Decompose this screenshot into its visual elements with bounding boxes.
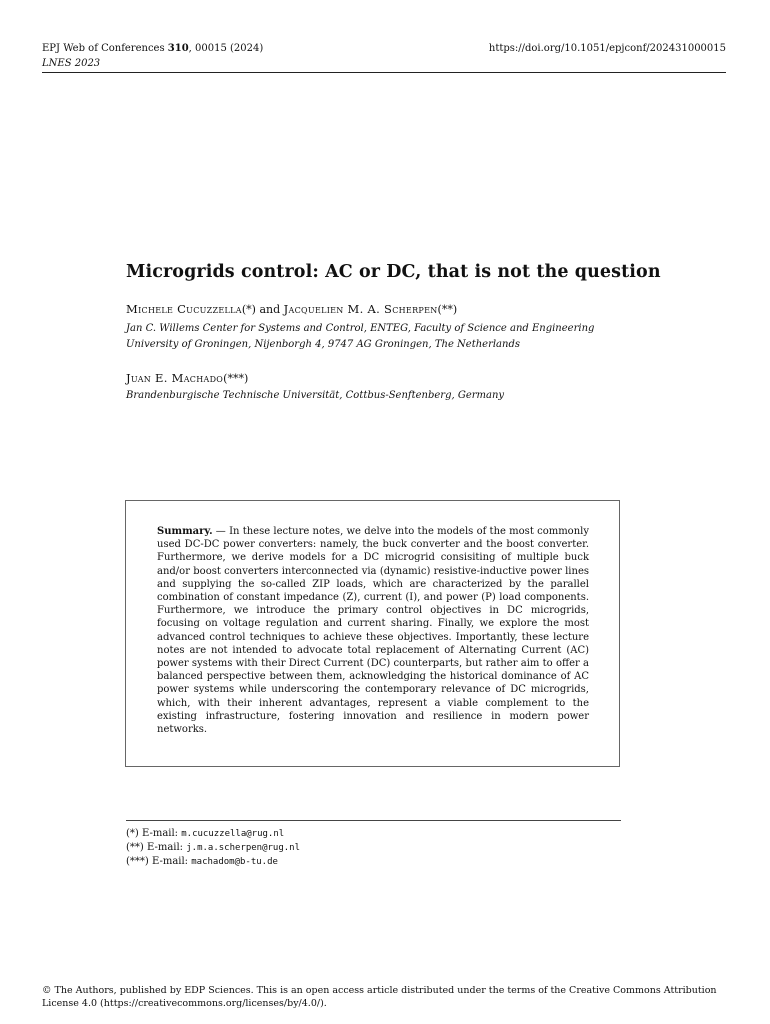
author-name: Michele Cucuzzella [126, 302, 242, 316]
footnote-mark: (***) E-mail: [126, 856, 192, 867]
summary-body: — In these lecture notes, we delve into the models of the most commonly used DC-DC power converters: namely, the buck converter and the boost converter. Furthermore, we derive models for a DC microgrid consisiting of multiple buck and/or boost converters interconnected via (dynamic) resistive-inductive power lines and supplying the so-called ZIP loads, which are characterized by the parallel combination of constant impedance (Z), current (I), and power (P) load components. Furthermore, we introduce the primary control objectives in DC microgrids, focusing on voltage regulation and current sharing. Finally, we explore the most advanced control techniques to achieve these objectives. Importantly, these lecture notes are not intended to advocate total replacement of Alternating Current (AC) power systems with their Direct Current (DC) counterparts, but rather aim to offer a balanced perspective between them, acknowledging the historical dominance of AC power systems while underscoring the contemporary relevance of DC microgrids, which, with their inherent advantages, represent a viable complement to the existing infrastructure, fostering innovation and resilience in modern power networks. [157, 526, 589, 736]
affiliation-line: University of Groningen, Nijenborgh 4, 9747 AG Groningen, The Netherlands [126, 339, 520, 350]
conference-name: EPJ Web of Conferences [42, 43, 165, 54]
summary-label: Summary. [157, 526, 213, 537]
email-link[interactable]: m.cucuzzella@rug.nl [181, 829, 285, 839]
affiliation-1 [126, 321, 594, 353]
author-line-1 [126, 298, 457, 317]
author-line-2 [126, 367, 248, 386]
article-number: , 00015 (2024) [188, 43, 264, 54]
conference-subtitle: LNES 2023 [42, 58, 101, 69]
footnote-mark: (**) E-mail: [126, 842, 187, 853]
summary-text [157, 525, 589, 736]
affiliation-2: Brandenburgische Technische Universität, Cottbus-Senftenberg, Germany [126, 390, 505, 401]
footnote-mark: (*) E-mail: [126, 828, 182, 839]
volume-number: 310 [167, 43, 189, 54]
author-name: Jacquelien M. A. Scherpen [283, 302, 438, 316]
footnote-3 [126, 855, 300, 869]
footnotes [126, 827, 300, 869]
author-connector: and [255, 303, 284, 316]
email-link[interactable]: j.m.a.scherpen@rug.nl [186, 843, 301, 853]
license-notice: © The Authors, published by EDP Sciences. This is an open access article distributed under the terms of the Creative Commons Attribution License 4.0 (https://creativecommons.org/licenses/by/4.0/). [42, 985, 717, 1009]
doi-link[interactable]: https://doi.org/10.1051/epjconf/202431000015 [488, 43, 726, 54]
author-mark: (**) [437, 303, 458, 316]
author-name: Juan E. Machado [126, 371, 224, 385]
affiliation-line: Jan C. Willems Center for Systems and Control, ENTEG, Faculty of Science and Engineering [126, 323, 595, 334]
email-link[interactable]: machadom@b-tu.de [191, 857, 278, 867]
author-mark: (*) [241, 303, 256, 316]
journal-citation [42, 42, 263, 56]
summary-box [125, 500, 620, 767]
running-header [42, 42, 726, 73]
paper-title: Microgrids control: AC or DC, that is not the question [126, 262, 661, 282]
footnote-1 [126, 827, 300, 841]
author-mark: (***) [223, 372, 249, 385]
footnote-rule [126, 820, 621, 821]
footnote-2 [126, 841, 300, 855]
